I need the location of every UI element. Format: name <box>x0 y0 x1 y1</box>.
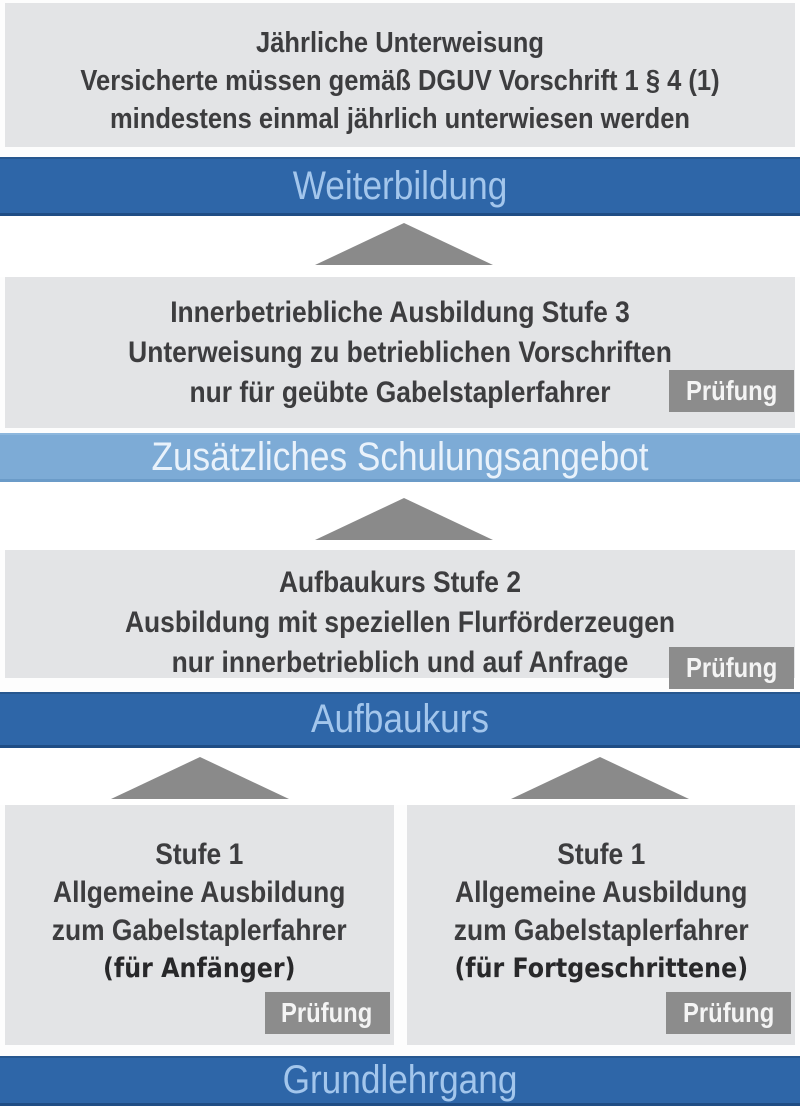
zusatzangebot-title: Zusätzliches Schulungsangebot <box>151 434 649 479</box>
stufe3-pruefung-badge <box>669 370 794 412</box>
weiterbildung-title: Weiterbildung <box>292 163 508 208</box>
stufe2-pruefung-badge <box>669 647 794 689</box>
stufe2-line-2: Ausbildung mit speziellen Flurförderzeugen <box>124 606 676 639</box>
grundlehrgang-title: Grundlehrgang <box>282 1058 518 1102</box>
up-arrow-icon <box>315 223 493 265</box>
training-stages-diagram <box>0 3 800 1106</box>
aufbaukurs-title: Aufbaukurs <box>310 697 490 741</box>
up-arrow-icon <box>315 498 493 540</box>
zusatzangebot-bar <box>0 433 800 482</box>
stufe1-anfaenger-box <box>5 805 394 1045</box>
stufe2-pruefung-label: Prüfung <box>685 652 778 683</box>
up-arrow-icon <box>511 757 689 799</box>
stufe3-line-3: nur für geübte Gabelstaplerfahrer <box>189 376 611 409</box>
stufe3-line-1: Innerbetriebliche Ausbildung Stufe 3 <box>170 296 630 329</box>
stufe1-links-line-1: Stufe 1 <box>155 838 244 871</box>
stufe1-anfaenger-pruefung-label: Prüfung <box>281 997 373 1028</box>
stufe1-row <box>0 805 800 1045</box>
stufe3-box <box>5 277 795 428</box>
stufe1-rechts-line-3: zum Gabelstaplerfahrer <box>453 914 749 947</box>
note-line-3: mindestens einmal jährlich unterwiesen werden <box>109 103 691 135</box>
stufe2-box <box>5 550 795 683</box>
arrow-band-bottom <box>0 748 800 805</box>
stufe1-fortgeschrittene-pruefung-badge <box>666 992 791 1034</box>
stufe1-links-line-3: zum Gabelstaplerfahrer <box>51 914 347 947</box>
arrow-band-top <box>0 216 800 277</box>
stufe2-line-1: Aufbaukurs Stufe 2 <box>278 566 522 599</box>
stufe1-links-line-4: (für Anfänger) <box>103 953 296 984</box>
aufbaukurs-bar <box>0 692 800 748</box>
up-arrow-icon <box>111 757 289 799</box>
stufe1-rechts-line-1: Stufe 1 <box>556 838 645 871</box>
stufe1-anfaenger-pruefung-badge <box>265 992 390 1034</box>
stufe3-pruefung-label: Prüfung <box>685 375 778 406</box>
arrow-band-middle <box>0 482 800 550</box>
stufe1-links-line-2: Allgemeine Ausbildung <box>53 876 346 909</box>
note-line-1: Jährliche Unterweisung <box>256 27 544 59</box>
stufe1-rechts-line-4: (für Fortgeschrittene) <box>453 953 748 984</box>
grundlehrgang-bar <box>0 1056 800 1106</box>
stufe1-rechts-line-2: Allgemeine Ausbildung <box>454 876 747 909</box>
stufe1-fortgeschrittene-box <box>407 805 796 1045</box>
stufe2-line-3: nur innerbetrieblich und auf Anfrage <box>171 646 629 679</box>
weiterbildung-bar <box>0 157 800 216</box>
note-line-2: Versicherte müssen gemäß DGUV Vorschrift 1 § 4 (1) <box>80 65 720 97</box>
stufe1-fortgeschrittene-pruefung-label: Prüfung <box>682 997 775 1028</box>
annual-instruction-note <box>5 3 795 147</box>
stufe3-line-2: Unterweisung zu betrieblichen Vorschriften <box>128 336 672 369</box>
